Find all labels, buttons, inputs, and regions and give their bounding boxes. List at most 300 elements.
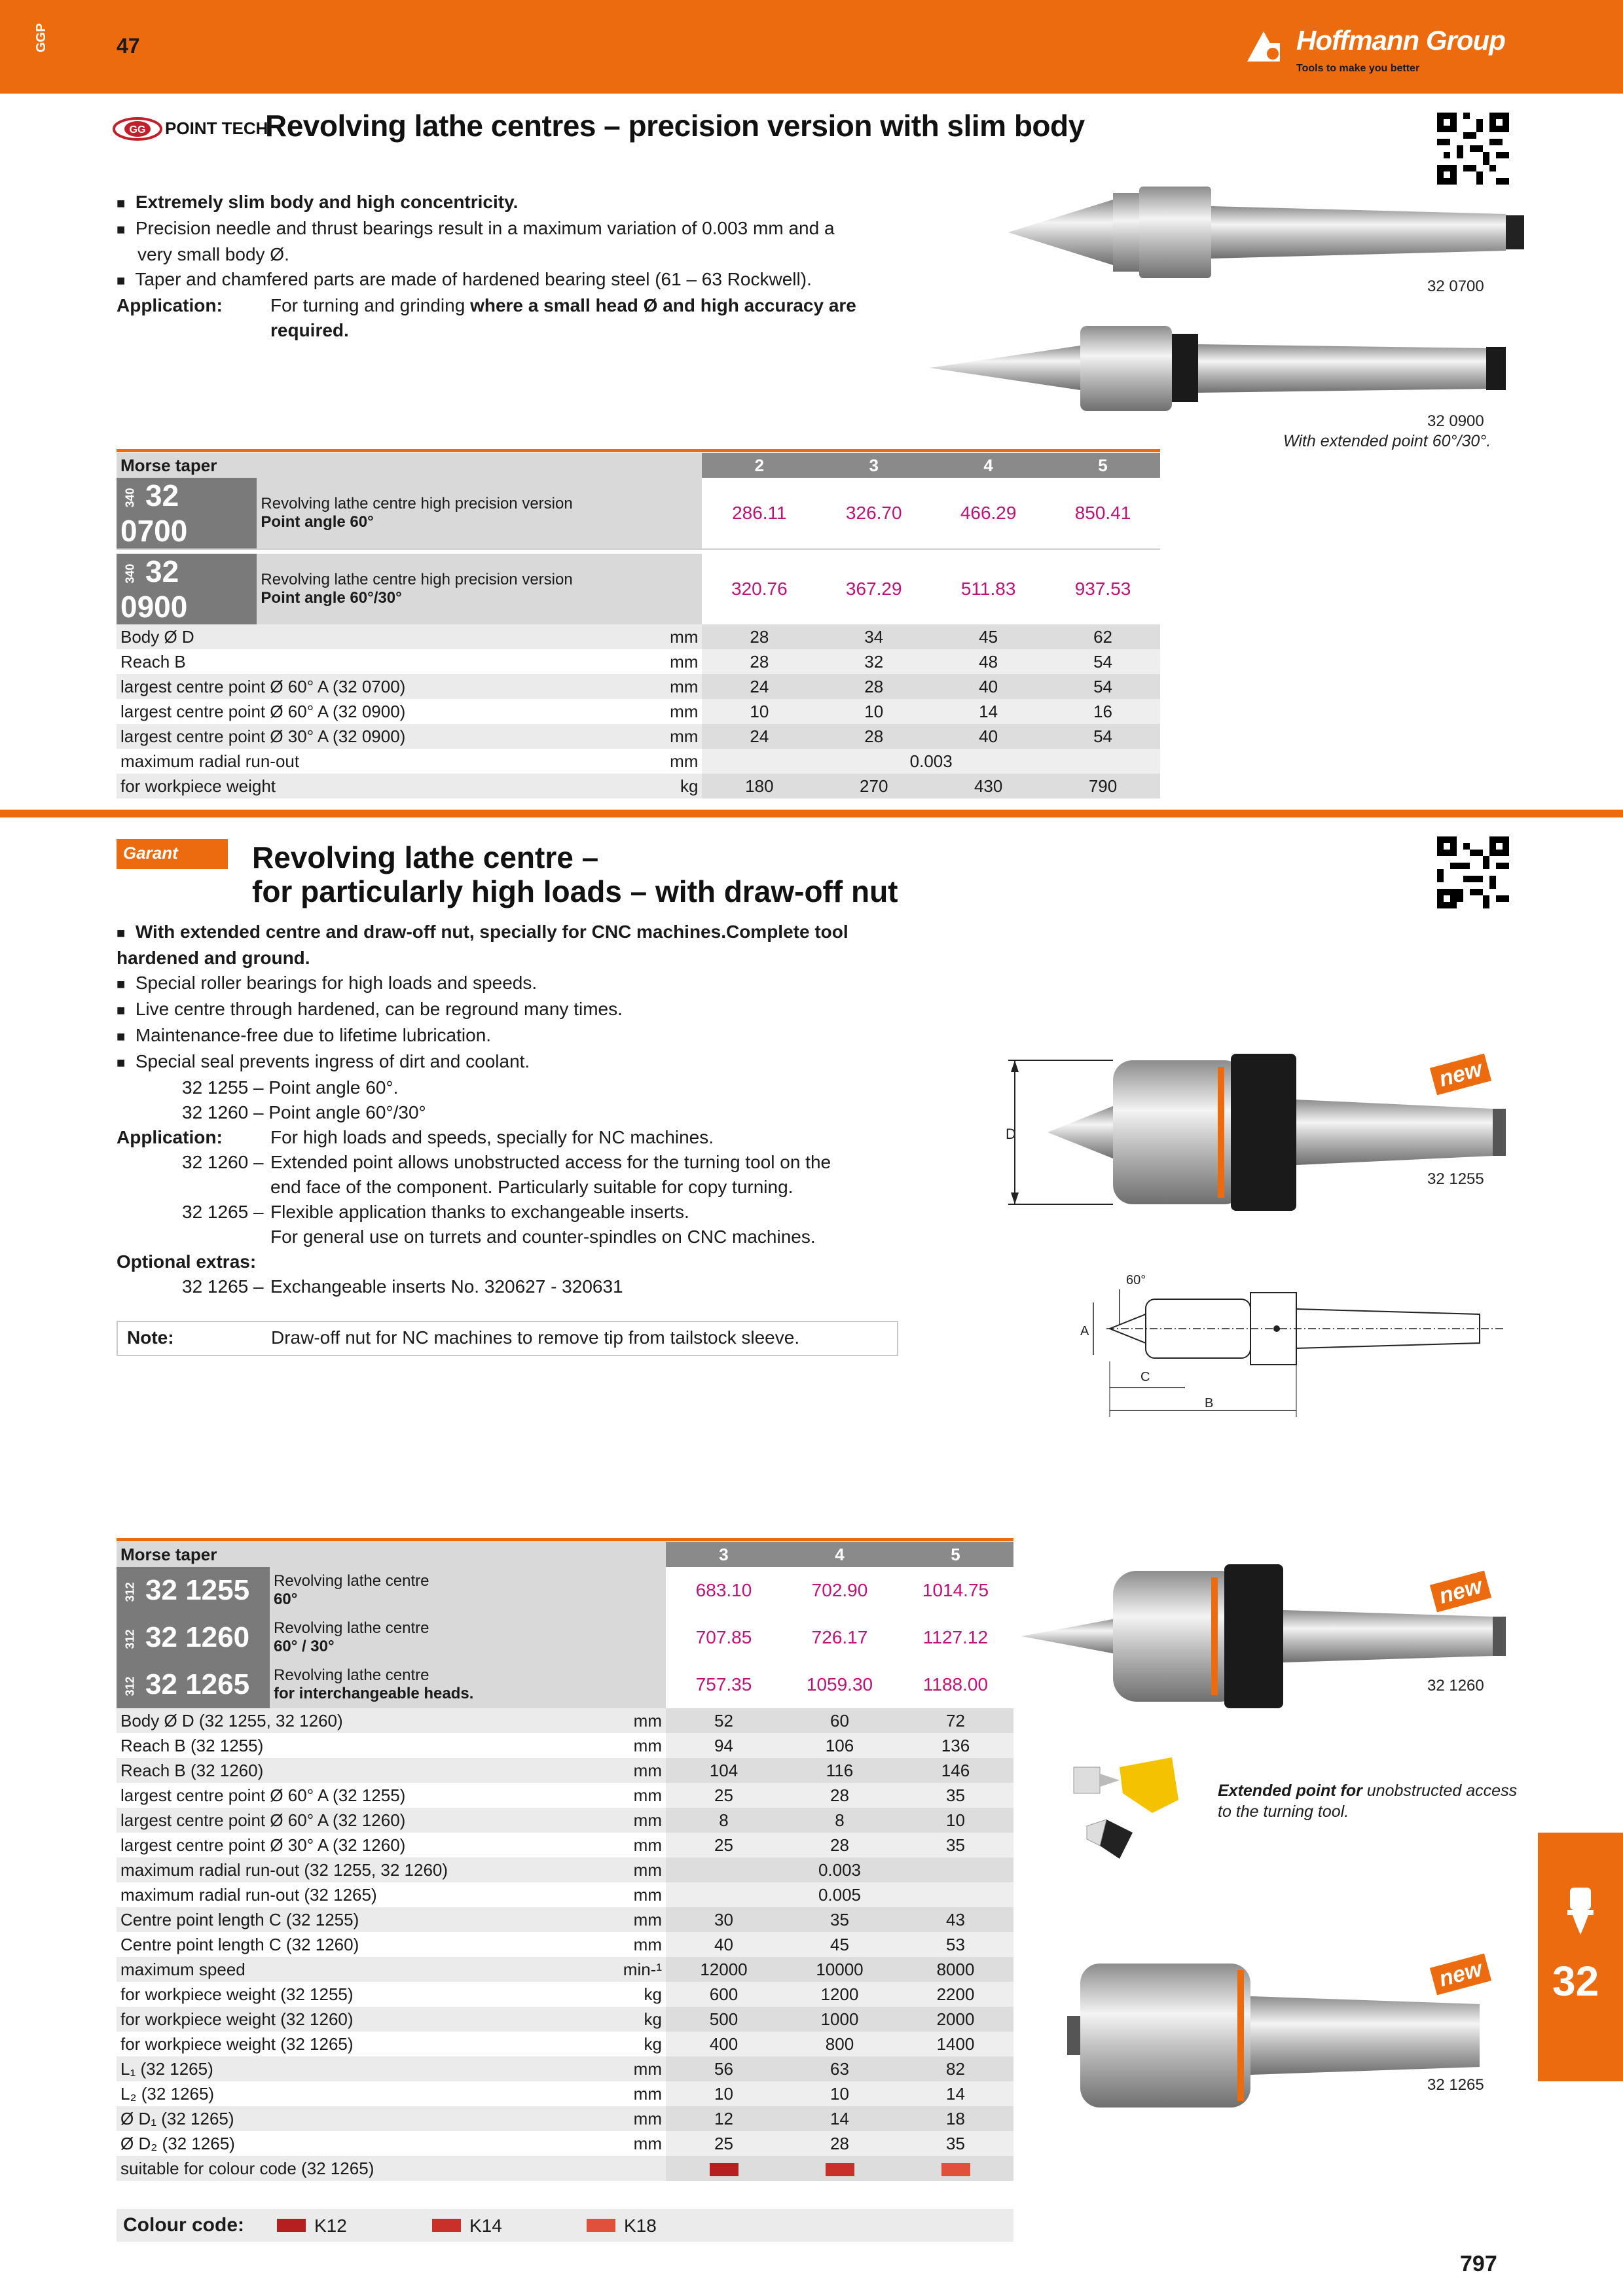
spec-label: maximum speed — [120, 1959, 246, 1979]
spec-value: 53 — [898, 1932, 1013, 1957]
spec-label-cell — [117, 1708, 666, 1733]
spec-value: 25 — [666, 1783, 782, 1808]
spec-value: 35 — [898, 2131, 1013, 2156]
spec-label-cell — [117, 1783, 666, 1808]
colour-name: K12 — [314, 2215, 347, 2236]
spec-label-cell — [117, 674, 702, 699]
bullet-item: ■ Special roller bearings for high loads and speeds. — [117, 973, 538, 993]
section2-title: Revolving lathe centre – for particularly high loads – with draw-off nut — [252, 840, 898, 908]
bullet-item: ■ Maintenance-free due to lifetime lubrication. — [117, 1025, 492, 1045]
spec-value: 43 — [898, 1907, 1013, 1932]
spec-label: L₁ (32 1265) — [120, 2058, 213, 2079]
table-row — [117, 749, 1160, 774]
spec-unit: kg — [644, 2034, 662, 2054]
spec-label-cell — [117, 724, 702, 749]
caption-321255: 32 1255 — [1427, 1170, 1484, 1188]
spec-label-cell — [117, 2007, 666, 2032]
product-desc-line: 60° / 30° — [274, 1638, 335, 1655]
optional-label: Optional extras: — [117, 1251, 257, 1272]
spec-label: Ø D₂ (32 1265) — [120, 2133, 235, 2153]
product-code-text: 32 1255 — [145, 1574, 250, 1606]
new-badge: new — [1430, 1054, 1491, 1096]
spec-label-cell — [117, 1833, 666, 1857]
table-row — [117, 699, 1160, 724]
colour-swatch — [432, 2219, 461, 2232]
table-row — [117, 1833, 1013, 1857]
hoffmann-logo-icon — [1244, 27, 1290, 64]
spec-label: Body Ø D (32 1255, 32 1260) — [120, 1710, 343, 1731]
spec-value: 14 — [898, 2081, 1013, 2106]
spec-label-cell — [117, 624, 702, 649]
table-row — [117, 1857, 1013, 1882]
spec-unit: kg — [644, 2009, 662, 2029]
app-item: 32 1265 – Flexible application thanks to exchangeable inserts. — [182, 1202, 689, 1222]
price-cell[interactable]: 707.85 — [695, 1627, 752, 1647]
product-description — [270, 1567, 666, 1614]
morse-taper-label: Morse taper — [117, 453, 702, 478]
spec-unit: mm — [670, 651, 699, 672]
spec-value: 600 — [666, 1982, 782, 2007]
spec-value: 18 — [898, 2106, 1013, 2131]
spec-value: 146 — [898, 1758, 1013, 1783]
table-row — [117, 2106, 1013, 2131]
product-image-320900 — [923, 308, 1512, 419]
spec-value: 54 — [1046, 649, 1160, 674]
spec-label: for workpiece weight (32 1260) — [120, 2009, 354, 2029]
svg-text:GG: GG — [129, 124, 146, 135]
app-item: 32 1260 – Extended point allows unobstructed access for the turning tool on the — [182, 1152, 831, 1172]
spec-value: 400 — [666, 2032, 782, 2056]
spec-value: 10 — [666, 2081, 782, 2106]
spec-value: 35 — [898, 1833, 1013, 1857]
spec-label: for workpiece weight — [120, 776, 276, 796]
table-row — [117, 1733, 1013, 1758]
table-row — [117, 1758, 1013, 1783]
spec-unit: mm — [633, 1835, 662, 1855]
svg-text:A: A — [1080, 1324, 1089, 1338]
bullet-item: ■ Special seal prevents ingress of dirt and coolant. — [117, 1051, 530, 1071]
bullet-item-cont: very small body Ø. — [137, 244, 289, 264]
price-cell[interactable]: 1188.00 — [922, 1674, 989, 1695]
qr-code-icon — [1437, 836, 1509, 908]
price-cell[interactable]: 466.29 — [960, 503, 1017, 523]
product-ref: 312 — [123, 1629, 137, 1649]
hoffmann-logo — [1244, 25, 1519, 84]
price-cell[interactable]: 320.76 — [731, 579, 788, 599]
dimension-drawing — [1074, 1263, 1532, 1420]
spec-unit: min-¹ — [623, 1959, 662, 1979]
spec-label: largest centre point Ø 60° A (32 0700) — [120, 676, 406, 696]
table-row — [117, 1783, 1013, 1808]
table-row — [117, 724, 1160, 749]
bullet-item: ■ Live centre through hardened, can be reground many times. — [117, 999, 623, 1019]
spec-value: 28 — [816, 674, 931, 699]
spec-value: 56 — [666, 2056, 782, 2081]
spec-label-cell — [117, 1758, 666, 1783]
variant-row: 32 1255 – Point angle 60°. — [182, 1077, 399, 1098]
caption-320900: 32 0900 — [1427, 412, 1484, 430]
spec-label-cell — [117, 2106, 666, 2131]
spec-value: 54 — [1046, 724, 1160, 749]
spec-value: 72 — [898, 1708, 1013, 1733]
spec-value: 1400 — [898, 2032, 1013, 2056]
spec-unit: kg — [680, 776, 699, 796]
price-cell[interactable]: 1014.75 — [922, 1580, 989, 1600]
spec-value: 28 — [702, 649, 816, 674]
spec-label: largest centre point Ø 30° A (32 0900) — [120, 726, 406, 746]
spec-unit: mm — [633, 1710, 662, 1731]
table-row — [117, 649, 1160, 674]
spec-label-cell — [117, 1882, 666, 1907]
product-ref: 312 — [123, 1676, 137, 1696]
spec-value: 430 — [931, 774, 1046, 798]
svg-text:D: D — [1006, 1126, 1016, 1142]
spec-label-cell — [117, 2081, 666, 2106]
product-description: Revolving lathe centre high precision version Point angle 60° — [257, 478, 702, 549]
bullet-item-cont: hardened and ground. — [117, 948, 310, 968]
table-row — [117, 1614, 1013, 1661]
caption-321265: 32 1265 — [1427, 2076, 1484, 2094]
spec-value: 35 — [898, 1783, 1013, 1808]
spec-value: 2000 — [898, 2007, 1013, 2032]
spec-unit: kg — [644, 1984, 662, 2004]
spec-label-cell — [117, 749, 702, 774]
spec-unit: mm — [670, 701, 699, 721]
spec-value: 32 — [816, 649, 931, 674]
spec-value: 0.005 — [666, 1882, 1013, 1907]
colour-code-swatch — [666, 2156, 782, 2181]
table-header-row: Morse taper 3 4 5 — [117, 1542, 1013, 1567]
chapter-number: 32 — [1552, 1958, 1599, 2005]
table-row — [117, 774, 1160, 798]
product-code[interactable] — [117, 1614, 270, 1661]
price-cell[interactable]: 1059.30 — [806, 1674, 873, 1695]
chapter-tab[interactable] — [1538, 1833, 1623, 2081]
price-cell[interactable]: 726.17 — [811, 1627, 868, 1647]
table-row — [117, 1808, 1013, 1833]
spec-value: 28 — [782, 1783, 898, 1808]
table-row — [117, 1957, 1013, 1982]
spec-label-cell — [117, 1957, 666, 1982]
spec-value: 8 — [782, 1808, 898, 1833]
spec-label-cell — [117, 774, 702, 798]
spec-unit: mm — [633, 2058, 662, 2079]
price-cell[interactable]: 937.53 — [1074, 579, 1131, 599]
colour-swatch — [710, 2163, 739, 2176]
note-box: Note: Draw-off nut for NC machines to remove tip from tailstock sleeve. — [117, 1321, 898, 1356]
spec-value: 45 — [931, 624, 1046, 649]
spec-unit: mm — [633, 1909, 662, 1929]
table-row — [117, 1907, 1013, 1932]
table-row — [117, 1661, 1013, 1708]
new-badge: new — [1430, 1571, 1491, 1613]
variant-row: 32 1260 – Point angle 60°/30° — [182, 1102, 426, 1122]
spec-value: 60 — [782, 1708, 898, 1733]
spec-unit: mm — [670, 751, 699, 771]
app-item-cont: end face of the component. Particularly suitable for copy turning. — [270, 1177, 793, 1197]
section1-title: Revolving lathe centres – precision version with slim body — [265, 109, 1085, 143]
product-ref: 312 — [123, 1582, 137, 1602]
table-row — [117, 2131, 1013, 2156]
spec-label-cell — [117, 649, 702, 674]
product-desc-line: Revolving lathe centre — [274, 1619, 429, 1637]
colour-swatch — [826, 2163, 854, 2176]
garant-logo: Garant — [117, 839, 228, 869]
bullet-item: ■ Precision needle and thrust bearings result in a maximum variation of 0.003 mm and a — [117, 218, 835, 238]
pointtech-logo — [111, 115, 164, 143]
price-cell[interactable]: 702.90 — [811, 1580, 868, 1600]
price-cell[interactable]: 326.70 — [845, 503, 902, 523]
table-row — [117, 2156, 1013, 2181]
svg-text:C: C — [1140, 1370, 1150, 1384]
colour-name: K14 — [469, 2215, 502, 2236]
product-code[interactable]: 340 32 0700 — [117, 478, 257, 549]
spec-unit: mm — [633, 2108, 662, 2128]
spec-value: 34 — [816, 624, 931, 649]
colour-code-swatch — [782, 2156, 898, 2181]
side-code: GGP — [34, 23, 48, 52]
spec-value: 24 — [702, 674, 816, 699]
spec-value: 1000 — [782, 2007, 898, 2032]
table-row — [117, 1932, 1013, 1957]
product-code[interactable] — [117, 1567, 270, 1614]
bullet-item: ■ Taper and chamfered parts are made of hardened bearing steel (61 – 63 Rockwell). — [117, 269, 812, 289]
spec-label: suitable for colour code (32 1265) — [120, 2158, 374, 2178]
spec-value: 12000 — [666, 1957, 782, 1982]
spec-unit: mm — [670, 626, 699, 647]
pointtech-text: POINT TECH — [165, 118, 268, 138]
product-desc-line: 60° — [274, 1590, 298, 1608]
price-cell[interactable]: 367.29 — [845, 579, 902, 599]
spec-value: 116 — [782, 1758, 898, 1783]
spec-unit: mm — [633, 1785, 662, 1805]
table-row — [117, 1567, 1013, 1614]
spec-unit: mm — [633, 1934, 662, 1954]
spec-label: Reach B — [120, 651, 186, 672]
spec-label: Reach B (32 1255) — [120, 1735, 264, 1755]
header-page-number: 47 — [117, 34, 140, 58]
product-desc-line: Revolving lathe centre — [274, 1666, 429, 1684]
morse-taper-label: Morse taper — [117, 1542, 666, 1567]
product-description — [270, 1614, 666, 1661]
spec-value: 500 — [666, 2007, 782, 2032]
spec-value: 28 — [782, 2131, 898, 2156]
extended-point-icon — [1061, 1754, 1192, 1865]
table-row — [117, 2056, 1013, 2081]
table-row — [117, 2007, 1013, 2032]
price-table-1 — [117, 453, 1160, 798]
spec-value: 10 — [702, 699, 816, 724]
spec-label: Centre point length C (32 1260) — [120, 1934, 359, 1954]
spec-value: 8 — [666, 1808, 782, 1833]
spec-label-cell — [117, 1982, 666, 2007]
table-row — [117, 1708, 1013, 1733]
spec-value: 14 — [931, 699, 1046, 724]
spec-label-cell — [117, 1857, 666, 1882]
table-header-row: Morse taper 2 3 4 5 — [117, 453, 1160, 478]
spec-value: 94 — [666, 1733, 782, 1758]
spec-value: 24 — [702, 724, 816, 749]
application-row-cont: required. — [270, 320, 349, 340]
spec-value: 10 — [782, 2081, 898, 2106]
spec-unit: mm — [670, 726, 699, 746]
table-row — [117, 478, 1160, 549]
product-description — [270, 1661, 666, 1708]
spec-value: 0.003 — [702, 749, 1160, 774]
product-desc-line: Revolving lathe centre — [274, 1572, 429, 1590]
product-code[interactable] — [117, 1661, 270, 1708]
product-desc-line: for interchangeable heads. — [274, 1685, 474, 1702]
new-badge: new — [1430, 1954, 1491, 1996]
spec-value: 12 — [666, 2106, 782, 2131]
application-row: Application: For high loads and speeds, specially for NC machines. — [117, 1127, 714, 1147]
spec-label: for workpiece weight (32 1255) — [120, 1984, 354, 2004]
caption-320700: 32 0700 — [1427, 278, 1484, 295]
optional-row: 32 1265 – Exchangeable inserts No. 320627 - 320631 — [182, 1276, 623, 1297]
spec-unit: mm — [633, 2083, 662, 2104]
product-image-320700 — [995, 167, 1571, 298]
spec-value: 48 — [931, 649, 1046, 674]
spec-label: largest centre point Ø 60° A (32 1255) — [120, 1785, 406, 1805]
spec-value: 25 — [666, 1833, 782, 1857]
footer-page-number: 797 — [1460, 2251, 1497, 2276]
spec-value: 28 — [782, 1833, 898, 1857]
table1-orange-rule — [117, 449, 1160, 452]
spec-value: 136 — [898, 1733, 1013, 1758]
lathe-centre-icon — [1561, 1885, 1600, 1937]
bullet-item: ■ Extremely slim body and high concentricity. — [117, 192, 519, 212]
colour-swatch — [277, 2219, 306, 2232]
section1-bullets — [117, 190, 902, 343]
spec-label-cell — [117, 2156, 666, 2181]
spec-value: 16 — [1046, 699, 1160, 724]
price-cell[interactable]: 850.41 — [1074, 503, 1131, 523]
spec-label-cell — [117, 1808, 666, 1833]
spec-value: 63 — [782, 2056, 898, 2081]
product-code[interactable]: 340 32 0900 — [117, 554, 257, 624]
spec-value: 10 — [816, 699, 931, 724]
application-row: Application: For turning and grinding where a small head Ø and high accuracy are — [117, 293, 902, 318]
spec-value: 104 — [666, 1758, 782, 1783]
spec-label: Ø D₁ (32 1265) — [120, 2108, 234, 2128]
brand-name: Hoffmann Group — [1296, 25, 1505, 56]
spec-label: L₂ (32 1265) — [120, 2083, 215, 2104]
section2-text — [117, 920, 968, 1299]
spec-value: 52 — [666, 1708, 782, 1733]
svg-text:B: B — [1205, 1396, 1214, 1410]
spec-label-cell — [117, 1907, 666, 1932]
spec-value: 800 — [782, 2032, 898, 2056]
spec-label: Reach B (32 1260) — [120, 1760, 264, 1780]
spec-value: 62 — [1046, 624, 1160, 649]
colour-swatch — [587, 2219, 615, 2232]
caption-321260: 32 1260 — [1427, 1677, 1484, 1695]
spec-unit: mm — [633, 1735, 662, 1755]
table-row — [117, 674, 1160, 699]
spec-value: 2200 — [898, 1982, 1013, 2007]
spec-value: 8000 — [898, 1957, 1013, 1982]
spec-label: maximum radial run-out — [120, 751, 300, 771]
spec-unit: mm — [633, 1859, 662, 1880]
table-row — [117, 1982, 1013, 2007]
section-separator — [0, 810, 1623, 817]
spec-value: 10000 — [782, 1957, 898, 1982]
product-description: Revolving lathe centre high precision version Point angle 60°/30° — [257, 554, 702, 624]
spec-label: maximum radial run-out (32 1255, 32 1260) — [120, 1859, 448, 1880]
spec-unit: mm — [633, 1810, 662, 1830]
spec-label: largest centre point Ø 30° A (32 1260) — [120, 1835, 406, 1855]
table-row — [117, 1882, 1013, 1907]
spec-value: 0.003 — [666, 1857, 1013, 1882]
price-cell[interactable]: 511.83 — [960, 579, 1016, 599]
spec-label: largest centre point Ø 60° A (32 1260) — [120, 1810, 406, 1830]
product-code-text: 32 1260 — [145, 1621, 250, 1653]
product-code-text: 32 1265 — [145, 1668, 250, 1700]
spec-value: 40 — [931, 724, 1046, 749]
spec-label: Centre point length C (32 1255) — [120, 1909, 359, 1929]
spec-value: 1200 — [782, 1982, 898, 2007]
spec-value: 106 — [782, 1733, 898, 1758]
spec-label-cell — [117, 699, 702, 724]
spec-value: 270 — [816, 774, 931, 798]
colour-name: K18 — [624, 2215, 657, 2236]
extended-point-caption: Extended point for unobstructed access to the turning tool. — [1218, 1782, 1518, 1821]
spec-label-cell — [117, 1932, 666, 1957]
spec-label: for workpiece weight (32 1265) — [120, 2034, 354, 2054]
table-row — [117, 624, 1160, 649]
spec-value: 28 — [702, 624, 816, 649]
row-gap — [117, 549, 1160, 554]
price-table-2 — [117, 1542, 1013, 2181]
app-item-cont: For general use on turrets and counter-spindles on CNC machines. — [270, 1227, 816, 1247]
svg-text:60°: 60° — [1126, 1273, 1146, 1287]
price-cell[interactable]: 1127.12 — [922, 1627, 989, 1647]
spec-unit: mm — [670, 676, 699, 696]
colour-swatch — [941, 2163, 970, 2176]
spec-value: 30 — [666, 1907, 782, 1932]
spec-unit: mm — [633, 2133, 662, 2153]
spec-value: 10 — [898, 1808, 1013, 1833]
spec-value: 28 — [816, 724, 931, 749]
price-cell[interactable]: 286.11 — [732, 503, 787, 523]
colour-code-swatch — [898, 2156, 1013, 2181]
caption-320900-note: With extended point 60°/30°. — [1283, 432, 1491, 450]
spec-value: 45 — [782, 1932, 898, 1957]
table-row — [117, 2081, 1013, 2106]
colour-code-bar — [117, 2209, 1013, 2242]
spec-label-cell — [117, 2032, 666, 2056]
colour-code-label: Colour code: — [123, 2214, 244, 2236]
brand-tagline: Tools to make you better — [1296, 63, 1420, 74]
spec-label: Body Ø D — [120, 626, 194, 647]
table-row — [117, 554, 1160, 624]
spec-value: 180 — [702, 774, 816, 798]
spec-label: maximum radial run-out (32 1265) — [120, 1884, 377, 1905]
spec-value: 790 — [1046, 774, 1160, 798]
price-cell[interactable]: 683.10 — [695, 1580, 752, 1600]
price-cell[interactable]: 757.35 — [695, 1674, 752, 1695]
spec-unit: mm — [633, 1760, 662, 1780]
spec-unit: mm — [633, 1884, 662, 1905]
spec-label-cell — [117, 2131, 666, 2156]
spec-value: 40 — [666, 1932, 782, 1957]
spec-label-cell — [117, 2056, 666, 2081]
spec-label: largest centre point Ø 60° A (32 0900) — [120, 701, 406, 721]
spec-value: 25 — [666, 2131, 782, 2156]
spec-value: 14 — [782, 2106, 898, 2131]
spec-value: 54 — [1046, 674, 1160, 699]
spec-label-cell — [117, 1733, 666, 1758]
